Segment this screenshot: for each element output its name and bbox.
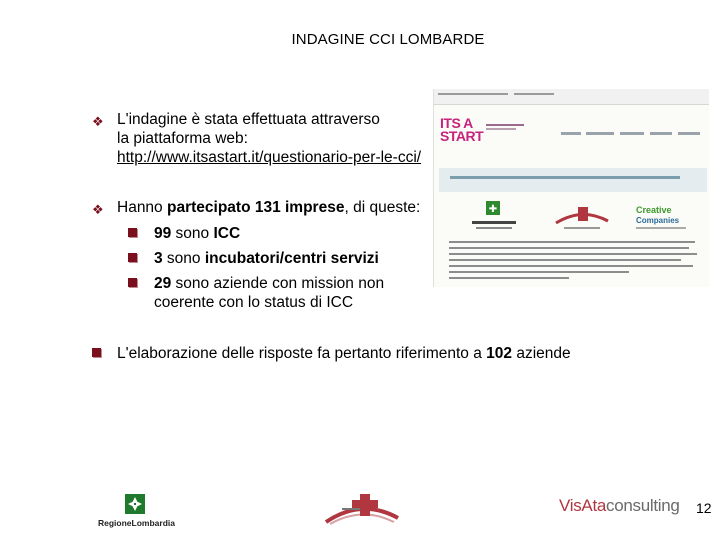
questionnaire-banner (439, 168, 707, 192)
square-bullet-icon (128, 278, 137, 287)
bullet-2-prefix: Hanno (117, 199, 167, 216)
bullet-2-strong: partecipato 131 imprese (166, 199, 345, 216)
questionnaire-link[interactable]: http://www.itsastart.it/questionario-per-le-cci/ (117, 149, 422, 166)
sub-2-strong: incubatori/centri servizi (204, 250, 379, 267)
regione-lombardia-text: RegioneLombardia (98, 518, 175, 528)
visita-consulting-logo (559, 496, 680, 516)
bullet-3-strong: 102 (486, 345, 513, 362)
svg-text:Creative: Creative (636, 205, 672, 215)
itsastart-logo: ITS A START (440, 115, 484, 144)
bullet-1-line1: L'indagine è stata effettuata attraverso (117, 111, 380, 128)
sub-3-num: 29 (154, 275, 172, 292)
sub-3-rest: coerente con lo status di ICC (154, 294, 354, 311)
bullet-1 (117, 110, 437, 167)
square-bullet-icon (92, 348, 101, 357)
svg-text:Companies: Companies (636, 216, 680, 225)
visita-b: ta (592, 496, 607, 515)
page-title: INDAGINE CCI LOMBARDE (291, 31, 485, 48)
bullet-3 (117, 344, 677, 363)
bullet-3-prefix: L'elaborazione delle risposte fa pertanto riferimento a (117, 345, 487, 362)
chamber-small-logo (552, 201, 612, 235)
sub-1-mid: sono (171, 225, 214, 242)
sub-bullet-aziende (154, 274, 384, 312)
square-bullet-icon (128, 228, 137, 237)
regione-lombardia-small-logo (468, 201, 528, 235)
bullet-3-suffix: aziende (512, 345, 571, 362)
sub-bullet-incubatori (154, 249, 379, 268)
bullet-2-suffix: , di queste: (344, 199, 421, 216)
visita-a: VisA (559, 496, 593, 515)
bullet-2 (117, 198, 437, 217)
sub-bullet-icc (154, 224, 240, 243)
chamber-logo (322, 492, 402, 528)
creative-companies-logo (630, 201, 700, 235)
bullet-1-line2: la piattaforma web: (117, 130, 248, 147)
regione-lombardia-logo (96, 494, 176, 528)
page-number: 12 (696, 500, 712, 516)
square-bullet-icon (128, 253, 137, 262)
logo-tagline-icon (486, 123, 526, 133)
sub-1-num: 99 (154, 225, 172, 242)
sub-1-strong: ICC (213, 225, 241, 242)
website-screenshot (433, 89, 709, 287)
svg-text:✚: ✚ (488, 204, 498, 215)
sub-2-mid: sono (162, 250, 205, 267)
browser-url-bar (434, 89, 709, 105)
sub-2-num: 3 (154, 250, 163, 267)
visita-c: consulting (606, 496, 680, 515)
sub-3-mid: sono aziende con mission non (171, 275, 385, 292)
banner-text-line (450, 176, 680, 179)
diamond-bullet-icon: ❖ (92, 202, 104, 217)
diamond-bullet-icon: ❖ (92, 114, 104, 129)
